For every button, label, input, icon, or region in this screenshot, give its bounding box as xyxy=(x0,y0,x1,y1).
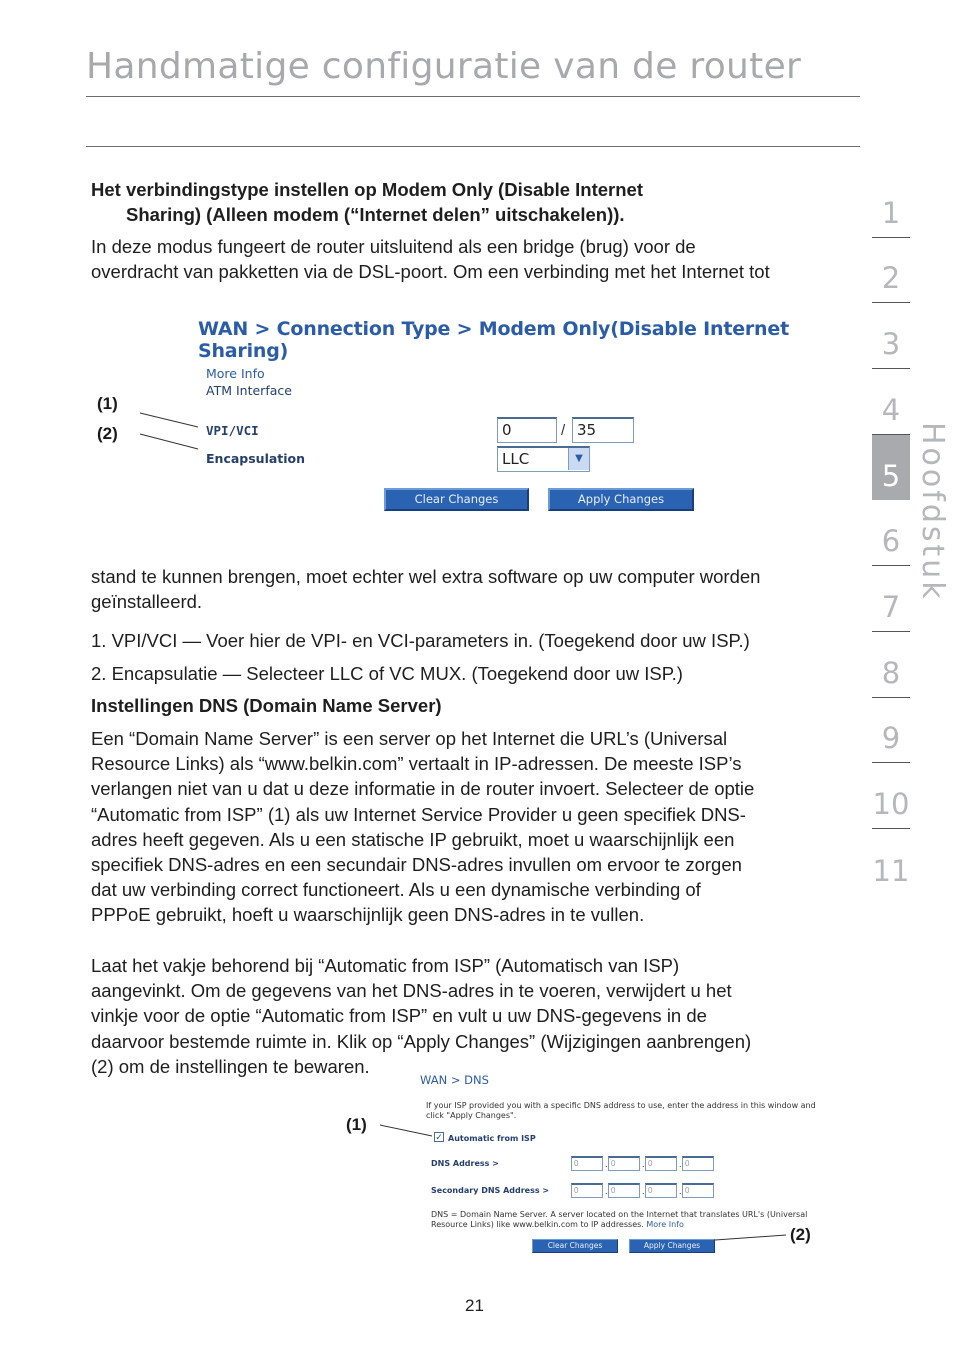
callout-1: (1) xyxy=(97,394,118,413)
chapter-label: Hoofdstuk xyxy=(915,422,950,602)
para-line: vinkje voor de optie “Automatic from ISP” en vult u uw DNS-gegevens in de xyxy=(91,1005,707,1027)
note-line: DNS = Domain Name Server. A server located on the Internet that translates URL's (Universal xyxy=(431,1210,808,1219)
dns-address-label: DNS Address > xyxy=(431,1159,499,1168)
apply-changes-button[interactable]: Apply Changes xyxy=(548,488,694,511)
dns-paragraph2 xyxy=(91,953,751,1079)
chapter-tab-1[interactable] xyxy=(872,172,910,238)
octet-separator: . xyxy=(605,1186,608,1196)
chapter-tab-4[interactable] xyxy=(872,369,910,435)
para-line: dat uw verbinding correct functioneert. Als u een dynamische verbinding of xyxy=(91,879,701,901)
para-line: overdracht van pakketten via de DSL-poort. Om een verbinding met het Internet tot xyxy=(91,261,770,283)
para-line: Een “Domain Name Server” is een server op het Internet die URL’s (Universal xyxy=(91,728,728,749)
para-line: specifiek DNS-adres en een secundair DNS-adres invullen om ervoor te zorgen xyxy=(91,854,742,876)
chapter-tab-10[interactable] xyxy=(872,763,910,829)
callout-2: (2) xyxy=(97,424,118,443)
chapter-tab-9[interactable] xyxy=(872,698,910,764)
page-title: Handmatige configuratie van de router xyxy=(86,46,802,87)
octet-separator: . xyxy=(642,1186,645,1196)
chapter-number: 8 xyxy=(881,655,901,690)
intro-line: click "Apply Changes". xyxy=(426,1111,517,1120)
more-info-link[interactable]: More Info xyxy=(206,366,265,381)
chapter-number: 6 xyxy=(881,524,901,559)
chapter-number: 2 xyxy=(881,261,901,296)
section1-heading xyxy=(91,177,643,227)
octet-separator: . xyxy=(642,1159,645,1169)
vci-input[interactable]: 35 xyxy=(572,417,634,443)
chapter-number: 3 xyxy=(881,327,901,362)
callout-leader-lines xyxy=(0,310,260,470)
atm-interface-label: ATM Interface xyxy=(206,383,292,398)
secondary-dns-octet-4[interactable]: 0 xyxy=(682,1183,714,1198)
dns-octet-3[interactable]: 0 xyxy=(645,1156,677,1171)
chapter-tab-11[interactable] xyxy=(872,829,910,895)
chapter-tab-2[interactable] xyxy=(872,238,910,304)
para-line: geïnstalleerd. xyxy=(91,591,203,613)
more-info-link[interactable]: More Info xyxy=(646,1220,684,1229)
chapter-tab-7[interactable] xyxy=(872,566,910,632)
chapter-number: 1 xyxy=(881,195,901,230)
octet-separator: . xyxy=(679,1186,682,1196)
leader-line-1 xyxy=(140,413,198,427)
section1-heading-line2: Sharing) (Alleen modem (“Internet delen” uitschakelen)). xyxy=(126,204,625,226)
dns-callout-leader-lines xyxy=(0,1068,860,1258)
section1-heading-line1: Het verbindingstype instellen op Modem Only (Disable Internet xyxy=(91,179,644,200)
list-item-encapsulation: 2. Encapsulatie — Selecteer LLC of VC MUX. (Toegekend door uw ISP.) xyxy=(91,663,683,684)
vpi-input[interactable]: 0 xyxy=(497,417,557,443)
chapter-number: 11 xyxy=(872,853,910,888)
chapter-number: 5 xyxy=(881,459,901,494)
para-line: verlangen niet van u dat u deze informatie in de router invoert. Selecteer de optie xyxy=(91,778,755,800)
dns-callout-2: (2) xyxy=(790,1225,811,1244)
chapter-number: 7 xyxy=(881,589,901,624)
para-line: daarvoor bestemde ruimte in. Klik op “Apply Changes” (Wijzigingen aanbrengen) xyxy=(91,1030,752,1052)
note-line: Resource Links) like www.belkin.com to IP addresses. xyxy=(431,1220,644,1229)
dns-heading: Instellingen DNS (Domain Name Server) xyxy=(91,695,442,716)
para-line: In deze modus fungeert de router uitsluitend als een bridge (brug) voor de xyxy=(91,236,696,257)
para-line: “Automatic from ISP” (1) als uw Internet Service Provider u geen specifiek DNS- xyxy=(91,803,746,825)
chapter-tab-3[interactable] xyxy=(872,303,910,369)
automatic-from-isp-label: Automatic from ISP xyxy=(448,1134,536,1143)
dns-apply-changes-button[interactable]: Apply Changes xyxy=(629,1239,715,1253)
para-line: adres heeft gegeven. Als u een statische IP gebruikt, moet u waarschijnlijk een xyxy=(91,828,735,850)
chapter-number: 4 xyxy=(881,392,901,427)
automatic-checkbox[interactable]: ✓ xyxy=(435,1132,443,1142)
leader-line-2 xyxy=(140,434,198,449)
chevron-down-icon[interactable]: ▼ xyxy=(568,448,589,470)
vpi-vci-label: VPI/VCI xyxy=(206,423,259,438)
para-line: stand te kunnen brengen, moet echter wel extra software op uw computer worden xyxy=(91,566,761,587)
dns-clear-changes-button[interactable]: Clear Changes xyxy=(532,1239,618,1253)
chapter-tab-5-active[interactable] xyxy=(872,435,910,501)
chapter-tab-6[interactable] xyxy=(872,500,910,566)
dns-octet-1[interactable]: 0 xyxy=(571,1156,603,1171)
wan-connection-title: WAN > Connection Type > Modem Only(Disable Internet Sharing) xyxy=(198,318,789,362)
secondary-dns-octet-2[interactable]: 0 xyxy=(608,1183,640,1198)
secondary-dns-label: Secondary DNS Address > xyxy=(431,1186,550,1195)
para-line: aangevinkt. Om de gegevens van het DNS-adres in te voeren, verwijdert u het xyxy=(91,980,732,1002)
para-line: PPPoE gebruikt, hoeft u waarschijnlijk geen DNS-adres in te vullen. xyxy=(91,904,645,926)
secondary-dns-octet-3[interactable]: 0 xyxy=(645,1183,677,1198)
section1-paragraph1 xyxy=(91,234,770,284)
intro-line: If your ISP provided you with a specific DNS address to use, enter the address in this window and xyxy=(426,1101,816,1110)
encapsulation-label: Encapsulation xyxy=(206,451,306,466)
section1-paragraph2 xyxy=(91,564,760,614)
chapter-number: 10 xyxy=(872,786,910,821)
page-number: 21 xyxy=(465,1296,484,1315)
octet-separator: . xyxy=(679,1159,682,1169)
list-item-vpi-vci: 1. VPI/VCI — Voer hier de VPI- en VCI-parameters in. (Toegekend door uw ISP.) xyxy=(91,630,750,651)
octet-separator: . xyxy=(605,1159,608,1169)
dns-paragraph1 xyxy=(91,726,754,928)
header-rule-top xyxy=(86,96,860,97)
chapter-number: 9 xyxy=(881,721,901,756)
encapsulation-select[interactable] xyxy=(497,446,590,472)
screenshot-dns xyxy=(0,1068,860,1258)
dns-leader-line-2 xyxy=(715,1235,786,1240)
dns-octet-2[interactable]: 0 xyxy=(608,1156,640,1171)
dns-leader-line-1 xyxy=(380,1125,432,1136)
para-line: (2) om de instellingen te bewaren. xyxy=(91,1055,370,1077)
dns-octet-4[interactable]: 0 xyxy=(682,1156,714,1171)
clear-changes-button[interactable]: Clear Changes xyxy=(384,488,529,511)
dns-screen-title: WAN > DNS xyxy=(420,1073,489,1087)
header-rule-bottom xyxy=(86,146,860,147)
secondary-dns-octet-1[interactable]: 0 xyxy=(571,1183,603,1198)
chapter-nav xyxy=(872,172,910,895)
para-line: Laat het vakje behorend bij “Automatic from ISP” (Automatisch van ISP) xyxy=(91,955,680,976)
encapsulation-value: LLC xyxy=(502,450,530,468)
chapter-tab-8[interactable] xyxy=(872,632,910,698)
dns-callout-1: (1) xyxy=(346,1115,367,1134)
para-line: Resource Links) als “www.belkin.com” vertaalt in IP-adressen. De meeste ISP’s xyxy=(91,753,742,775)
vpi-vci-separator: / xyxy=(561,422,566,439)
screenshot-modem-only xyxy=(0,310,860,530)
